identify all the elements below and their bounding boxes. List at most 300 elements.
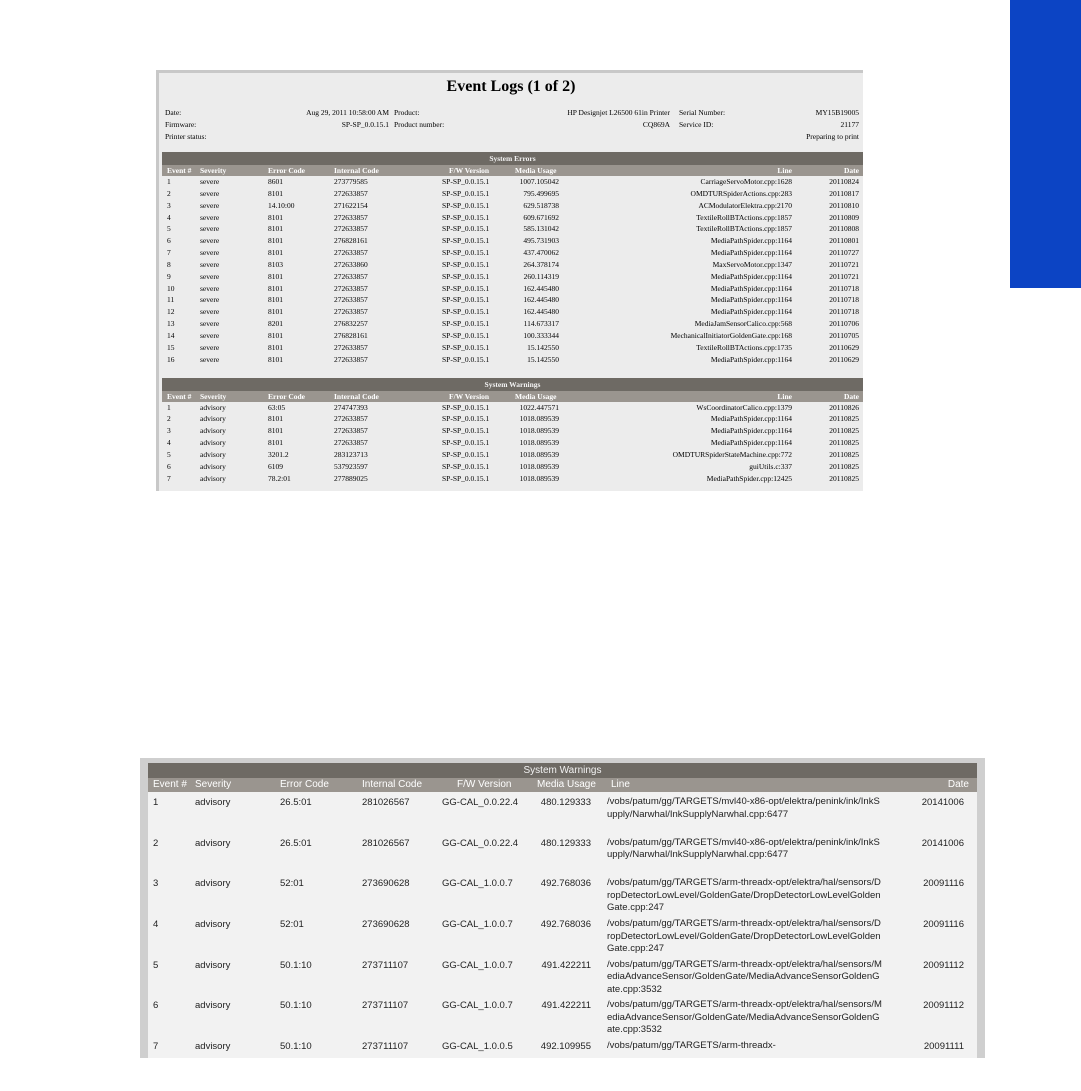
cell-event-number: 5 [167, 224, 171, 234]
cell-severity: severe [200, 236, 220, 246]
system-warnings-table [148, 763, 977, 1058]
col-media-usage: Media Usage [537, 779, 596, 790]
cell-event-number: 10 [167, 283, 175, 293]
table-row [162, 461, 863, 473]
cell-fw-version: GG-CAL_0.0.22.4 [442, 797, 519, 808]
panel-rows [148, 792, 977, 1058]
table-row [162, 188, 863, 200]
cell-error-code: 8101 [268, 330, 283, 340]
product-number-label: Product number: [394, 120, 445, 129]
cell-fw-version: SP-SP_0.0.15.1 [442, 307, 490, 317]
col-line: Line [611, 779, 630, 790]
cell-severity: severe [200, 188, 220, 198]
side-tab[interactable] [1010, 0, 1081, 288]
col-date: Date [844, 166, 859, 175]
system-errors-header: System Errors [162, 152, 863, 165]
cell-internal-code: 273711107 [362, 959, 409, 971]
cell-internal-code: 276828161 [334, 236, 368, 246]
cell-line: CarriageServoMotor.cpp:1628 [700, 177, 792, 186]
product-number-value: CQ869A [642, 120, 670, 129]
cell-line: TextileRollBTActions.cpp:1857 [696, 224, 792, 234]
cell-media-usage: 437.470062 [523, 248, 559, 258]
cell-event-number: 3 [153, 878, 159, 890]
cell-severity: advisory [195, 797, 231, 808]
col-event: Event # [153, 779, 187, 790]
system-warnings-header: System Warnings [162, 378, 863, 391]
table-row [162, 283, 863, 295]
cell-internal-code: 272633857 [334, 342, 368, 352]
cell-media-usage: 100.333344 [523, 330, 559, 340]
cell-fw-version: SP-SP_0.0.15.1 [442, 402, 490, 412]
cell-severity: severe [200, 307, 220, 317]
system-warnings-section [162, 378, 863, 485]
cell-event-number: 2 [167, 188, 171, 198]
table-row [148, 833, 977, 874]
cell-internal-code: 281026567 [362, 837, 410, 849]
cell-date: 20110706 [829, 319, 859, 329]
cell-media-usage: 162.445480 [523, 307, 559, 317]
cell-internal-code: 276828161 [334, 330, 368, 340]
cell-fw-version: GG-CAL_1.0.0.5 [442, 1041, 513, 1053]
cell-internal-code: 272633860 [334, 259, 368, 269]
serial-number-value: MY15B19005 [815, 108, 859, 117]
cell-event-number: 7 [153, 1041, 159, 1053]
cell-event-number: 1 [167, 402, 171, 412]
col-error-code: Error Code [268, 166, 306, 175]
table-row [162, 318, 863, 330]
cell-date: 20141006 [921, 837, 964, 849]
cell-error-code: 8101 [268, 283, 283, 293]
cell-date: 20110825 [829, 473, 859, 483]
system-warnings-rows [162, 402, 863, 485]
cell-media-usage: 629.518738 [523, 200, 559, 210]
cell-internal-code: 272633857 [334, 426, 368, 436]
cell-severity: severe [200, 271, 220, 281]
cell-internal-code: 273690628 [362, 878, 410, 890]
cell-line: OMDTURSpiderActions.cpp:283 [690, 188, 792, 198]
cell-fw-version: SP-SP_0.0.15.1 [442, 236, 490, 246]
cell-event-number: 3 [167, 200, 171, 210]
cell-fw-version: SP-SP_0.0.15.1 [442, 319, 490, 329]
cell-internal-code: 272633857 [334, 414, 368, 424]
cell-error-code: 8101 [268, 188, 283, 198]
cell-internal-code: 273711107 [362, 1000, 409, 1012]
cell-date: 20110825 [829, 449, 859, 459]
cell-line: MediaPathSpider.cpp:12425 [706, 473, 792, 483]
cell-error-code: 50.1:10 [280, 1041, 312, 1053]
product-value: HP Designjet L26500 61in Printer [567, 108, 670, 117]
cell-line: MediaPathSpider.cpp:1164 [710, 414, 792, 424]
printer-status-value: Preparing to print [806, 132, 859, 141]
cell-date: 20091116 [923, 919, 964, 931]
cell-media-usage: 480.129333 [540, 797, 591, 808]
cell-severity: advisory [195, 878, 231, 890]
cell-fw-version: SP-SP_0.0.15.1 [442, 330, 490, 340]
cell-fw-version: SP-SP_0.0.15.1 [442, 354, 490, 364]
cell-error-code: 8101 [268, 248, 283, 258]
cell-event-number: 8 [167, 259, 171, 269]
cell-fw-version: SP-SP_0.0.15.1 [442, 414, 490, 424]
serial-number-label: Serial Number: [679, 108, 726, 117]
cell-fw-version: GG-CAL_1.0.0.7 [442, 919, 513, 931]
cell-event-number: 6 [167, 461, 171, 471]
service-id-label: Service ID: [679, 120, 714, 129]
cell-line: MediaPathSpider.cpp:1164 [710, 307, 792, 317]
col-media-usage: Media Usage [515, 391, 557, 401]
cell-error-code: 8101 [268, 414, 283, 424]
system-errors-column-headers [162, 165, 863, 176]
cell-severity: advisory [200, 438, 226, 448]
report-meta [159, 108, 863, 148]
cell-media-usage: 609.671692 [523, 212, 559, 222]
cell-severity: advisory [195, 959, 231, 971]
cell-fw-version: GG-CAL_1.0.0.7 [442, 959, 513, 971]
cell-error-code: 14.10:00 [268, 200, 295, 210]
table-row [148, 873, 977, 914]
cell-fw-version: SP-SP_0.0.15.1 [442, 271, 490, 281]
cell-severity: advisory [195, 1000, 231, 1012]
cell-event-number: 6 [167, 236, 171, 246]
cell-internal-code: 273690628 [362, 919, 410, 931]
cell-line: TextileRollBTActions.cpp:1857 [696, 212, 792, 222]
cell-line: MaxServoMotor.cpp:1347 [712, 259, 792, 269]
cell-severity: severe [200, 283, 220, 293]
cell-severity: severe [200, 354, 220, 364]
firmware-value: SP-SP_0.0.15.1 [341, 120, 389, 129]
table-row [162, 342, 863, 354]
col-event: Event # [167, 391, 192, 401]
cell-date: 20110721 [829, 259, 859, 269]
col-line: Line [777, 391, 792, 401]
col-severity: Severity [200, 391, 227, 401]
cell-severity: severe [200, 342, 220, 352]
event-logs-report [156, 70, 863, 491]
cell-date: 20110825 [829, 461, 859, 471]
cell-severity: advisory [200, 402, 226, 412]
cell-line: /vobs/patum/gg/TARGETS/arm-threadx-opt/elektra/hal/sensors/MediaAdvanceSensor/GoldenGate/MediaAdvanceSensorGoldenGate.cpp:3532 [607, 999, 882, 1036]
col-internal-code: Internal Code [334, 166, 379, 175]
cell-severity: advisory [195, 1041, 231, 1053]
cell-severity: advisory [200, 473, 226, 483]
cell-severity: advisory [200, 449, 226, 459]
cell-date: 20110826 [829, 402, 859, 412]
cell-error-code: 8201 [268, 319, 283, 329]
cell-error-code: 3201.2 [268, 449, 289, 459]
cell-internal-code: 277889025 [334, 473, 368, 483]
date-value: Aug 29, 2011 10:58:00 AM [306, 108, 389, 117]
cell-line: guiUtils.c:337 [749, 461, 792, 471]
cell-severity: severe [200, 319, 220, 329]
cell-line: MediaJamSensorCalico.cpp:568 [694, 319, 792, 329]
cell-severity: severe [200, 200, 220, 210]
cell-error-code: 6109 [268, 461, 283, 471]
cell-line: MediaPathSpider.cpp:1164 [710, 271, 792, 281]
cell-media-usage: 1022.447571 [519, 402, 559, 412]
cell-error-code: 50.1:10 [280, 1000, 312, 1012]
cell-severity: severe [200, 295, 220, 305]
cell-internal-code: 272633857 [334, 212, 368, 222]
cell-line: /vobs/patum/gg/TARGETS/arm-threadx- [607, 1040, 776, 1052]
cell-date: 20110825 [829, 414, 859, 424]
cell-media-usage: 1018.089539 [519, 414, 559, 424]
cell-date: 20091112 [923, 1000, 964, 1012]
table-row [162, 437, 863, 449]
cell-media-usage: 492.768036 [540, 878, 591, 890]
cell-media-usage: 1018.089539 [519, 473, 559, 483]
cell-fw-version: SP-SP_0.0.15.1 [442, 342, 490, 352]
cell-media-usage: 492.109955 [540, 1041, 591, 1053]
col-severity: Severity [195, 779, 232, 790]
table-row [162, 330, 863, 342]
date-label: Date: [165, 108, 182, 117]
table-row [162, 413, 863, 425]
cell-line: /vobs/patum/gg/TARGETS/arm-threadx-opt/elektra/hal/sensors/DropDetectorLowLevel/GoldenGate/DropDetectorLowLevelGoldenGate.cpp:247 [607, 918, 881, 955]
table-row [162, 271, 863, 283]
cell-severity: severe [200, 330, 220, 340]
cell-event-number: 7 [167, 473, 171, 483]
cell-error-code: 26.5:01 [280, 797, 312, 808]
col-error-code: Error Code [280, 779, 329, 790]
cell-media-usage: 1018.089539 [519, 426, 559, 436]
cell-severity: advisory [195, 837, 231, 849]
cell-line: MediaPathSpider.cpp:1164 [710, 236, 792, 246]
col-internal-code: Internal Code [334, 391, 379, 401]
cell-date: 20110721 [829, 271, 859, 281]
cell-fw-version: SP-SP_0.0.15.1 [442, 473, 490, 483]
cell-media-usage: 492.768036 [540, 919, 591, 931]
cell-event-number: 1 [167, 177, 171, 186]
cell-date: 20110718 [829, 295, 859, 305]
cell-date: 20110817 [829, 188, 859, 198]
cell-date: 20110808 [829, 224, 859, 234]
col-error-code: Error Code [268, 391, 306, 401]
cell-internal-code: 272633857 [334, 283, 368, 293]
cell-media-usage: 585.131042 [523, 224, 559, 234]
cell-severity: severe [200, 212, 220, 222]
cell-event-number: 9 [167, 271, 171, 281]
cell-event-number: 11 [167, 295, 175, 305]
table-row [162, 402, 863, 414]
cell-event-number: 14 [167, 330, 175, 340]
cell-line: /vobs/patum/gg/TARGETS/arm-threadx-opt/elektra/hal/sensors/MediaAdvanceSensor/GoldenGate/MediaAdvanceSensorGoldenGate.cpp:3532 [607, 958, 882, 995]
cell-event-number: 12 [167, 307, 175, 317]
cell-internal-code: 272633857 [334, 271, 368, 281]
table-row [162, 259, 863, 271]
cell-date: 20110718 [829, 307, 859, 317]
panel-title: System Warnings [148, 763, 977, 778]
cell-error-code: 52:01 [280, 919, 304, 931]
cell-line: MediaPathSpider.cpp:1164 [710, 283, 792, 293]
cell-fw-version: SP-SP_0.0.15.1 [442, 426, 490, 436]
cell-error-code: 8101 [268, 307, 283, 317]
cell-severity: severe [200, 177, 220, 186]
cell-event-number: 4 [153, 919, 159, 931]
cell-error-code: 8101 [268, 438, 283, 448]
cell-media-usage: 491.422211 [541, 1000, 591, 1012]
firmware-label: Firmware: [165, 120, 197, 129]
cell-event-number: 3 [167, 426, 171, 436]
table-row [162, 425, 863, 437]
cell-date: 20141006 [921, 797, 964, 808]
col-fw-version: F/W Version [449, 391, 490, 401]
table-row [162, 247, 863, 259]
cell-severity: severe [200, 248, 220, 258]
col-fw-version: F/W Version [457, 779, 512, 790]
cell-event-number: 4 [167, 438, 171, 448]
table-row [162, 223, 863, 235]
cell-line: OMDTURSpiderStateMachine.cpp:772 [672, 449, 792, 459]
cell-media-usage: 15.142550 [527, 342, 559, 352]
cell-event-number: 4 [167, 212, 171, 222]
cell-line: /vobs/patum/gg/TARGETS/arm-threadx-opt/elektra/hal/sensors/DropDetectorLowLevel/GoldenGate/DropDetectorLowLevelGoldenGate.cpp:247 [607, 877, 881, 914]
cell-date: 20110629 [829, 342, 859, 352]
cell-date: 20110705 [829, 330, 859, 340]
cell-internal-code: 281026567 [362, 797, 410, 808]
cell-internal-code: 272633857 [334, 188, 368, 198]
cell-severity: severe [200, 259, 220, 269]
report-title: Event Logs (1 of 2) [446, 78, 576, 95]
cell-media-usage: 162.445480 [523, 295, 559, 305]
cell-fw-version: SP-SP_0.0.15.1 [442, 200, 490, 210]
cell-event-number: 2 [153, 837, 159, 849]
col-media-usage: Media Usage [515, 166, 557, 175]
cell-error-code: 8101 [268, 426, 283, 436]
cell-event-number: 7 [167, 248, 171, 258]
col-line: Line [777, 166, 792, 175]
cell-line: WsCoordinatorCalico.cpp:1379 [696, 402, 792, 412]
cell-internal-code: 274747393 [334, 402, 368, 412]
table-row [162, 473, 863, 485]
cell-media-usage: 264.378174 [523, 259, 559, 269]
system-warnings-column-headers [162, 391, 863, 402]
cell-severity: advisory [200, 426, 226, 436]
cell-media-usage: 162.445480 [523, 283, 559, 293]
cell-line: MediaPathSpider.cpp:1164 [710, 438, 792, 448]
cell-severity: severe [200, 224, 220, 234]
cell-fw-version: SP-SP_0.0.15.1 [442, 188, 490, 198]
cell-error-code: 52:01 [280, 878, 304, 890]
cell-date: 20110810 [829, 200, 859, 210]
cell-error-code: 78.2:01 [268, 473, 291, 483]
cell-error-code: 8101 [268, 236, 283, 246]
system-errors-section [162, 152, 863, 366]
cell-date: 20110824 [829, 177, 859, 186]
cell-line: MediaPathSpider.cpp:1164 [710, 354, 792, 364]
cell-internal-code: 283123713 [334, 449, 368, 459]
cell-fw-version: SP-SP_0.0.15.1 [442, 212, 490, 222]
cell-line: MediaPathSpider.cpp:1164 [710, 426, 792, 436]
cell-date: 20091112 [923, 959, 964, 971]
cell-error-code: 8101 [268, 212, 283, 222]
table-row [162, 212, 863, 224]
cell-fw-version: SP-SP_0.0.15.1 [442, 461, 490, 471]
cell-date: 20091116 [923, 878, 964, 890]
cell-fw-version: SP-SP_0.0.15.1 [442, 449, 490, 459]
cell-internal-code: 271622154 [334, 200, 368, 210]
cell-date: 20110629 [829, 354, 859, 364]
cell-media-usage: 1018.089539 [519, 449, 559, 459]
cell-internal-code: 272633857 [334, 307, 368, 317]
cell-line: MechanicalInitiatorGoldenGate.cpp:168 [670, 330, 792, 340]
panel-column-headers [148, 778, 977, 792]
cell-line: /vobs/patum/gg/TARGETS/mvl40-x86-opt/elektra/penink/ink/InkSupply/Narwhal/InkSupplyNarwhal.cpp:6477 [607, 796, 880, 820]
cell-severity: advisory [200, 461, 226, 471]
cell-error-code: 8601 [268, 177, 283, 186]
cell-event-number: 5 [167, 449, 171, 459]
table-row [148, 914, 977, 955]
cell-fw-version: SP-SP_0.0.15.1 [442, 438, 490, 448]
cell-error-code: 8103 [268, 259, 283, 269]
cell-internal-code: 272633857 [334, 224, 368, 234]
cell-line: /vobs/patum/gg/TARGETS/mvl40-x86-opt/elektra/penink/ink/InkSupply/Narwhal/InkSupplyNarwhal.cpp:6477 [607, 836, 880, 861]
col-date: Date [947, 779, 969, 790]
cell-line: TextileRollBTActions.cpp:1735 [696, 342, 792, 352]
cell-internal-code: 276832257 [334, 319, 368, 329]
col-event: Event # [167, 166, 192, 175]
cell-media-usage: 1007.105042 [519, 177, 559, 186]
table-row [148, 995, 977, 1036]
cell-internal-code: 273779585 [334, 177, 368, 186]
cell-event-number: 15 [167, 342, 175, 352]
cell-event-number: 5 [153, 959, 159, 971]
printer-status-label: Printer status: [165, 132, 207, 141]
cell-event-number: 1 [153, 797, 159, 808]
cell-date: 20110825 [829, 438, 859, 448]
col-fw-version: F/W Version [449, 166, 490, 175]
cell-internal-code: 273711107 [362, 1041, 409, 1053]
cell-fw-version: GG-CAL_1.0.0.7 [442, 878, 513, 890]
cell-date: 20110727 [829, 248, 859, 258]
table-row [162, 235, 863, 247]
cell-fw-version: GG-CAL_1.0.0.7 [442, 1000, 513, 1012]
cell-date: 20110801 [829, 236, 859, 246]
cell-date: 20110718 [829, 283, 859, 293]
cell-media-usage: 795.499695 [523, 188, 559, 198]
cell-internal-code: 272633857 [334, 295, 368, 305]
cell-error-code: 8101 [268, 342, 283, 352]
cell-internal-code: 272633857 [334, 438, 368, 448]
cell-error-code: 8101 [268, 354, 283, 364]
cell-event-number: 2 [167, 414, 171, 424]
cell-line: ACModulatorElektra.cpp:2170 [698, 200, 792, 210]
cell-event-number: 6 [153, 1000, 159, 1012]
cell-fw-version: GG-CAL_0.0.22.4 [442, 837, 519, 849]
table-row [148, 792, 977, 833]
cell-date: 20110809 [829, 212, 859, 222]
cell-media-usage: 1018.089539 [519, 438, 559, 448]
cell-fw-version: SP-SP_0.0.15.1 [442, 224, 490, 234]
cell-error-code: 8101 [268, 295, 283, 305]
cell-fw-version: SP-SP_0.0.15.1 [442, 295, 490, 305]
cell-media-usage: 114.673317 [523, 319, 559, 329]
product-label: Product: [394, 108, 420, 117]
cell-event-number: 16 [167, 354, 175, 364]
cell-media-usage: 1018.089539 [519, 461, 559, 471]
table-row [162, 449, 863, 461]
cell-fw-version: SP-SP_0.0.15.1 [442, 248, 490, 258]
cell-fw-version: SP-SP_0.0.15.1 [442, 259, 490, 269]
table-row [148, 1036, 977, 1058]
cell-media-usage: 495.731903 [523, 236, 559, 246]
system-warnings-panel[interactable] [140, 758, 985, 1058]
table-row [162, 306, 863, 318]
cell-internal-code: 537923597 [334, 461, 368, 471]
cell-line: MediaPathSpider.cpp:1164 [710, 248, 792, 258]
table-row [162, 176, 863, 188]
cell-error-code: 63:05 [268, 402, 286, 412]
cell-error-code: 8101 [268, 224, 283, 234]
table-row [148, 955, 977, 996]
